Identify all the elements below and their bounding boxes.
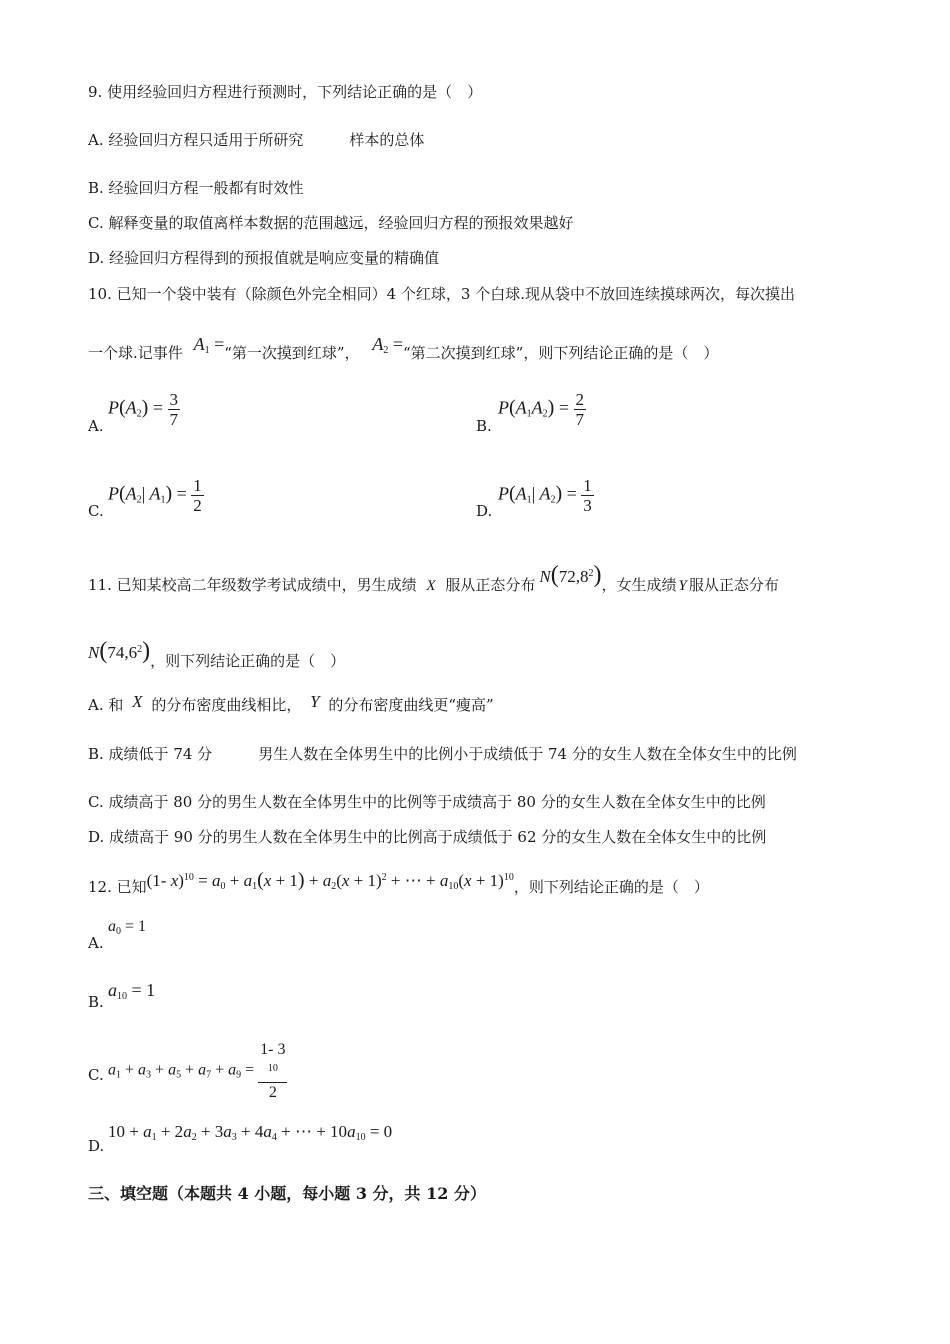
q10-option-c-label: C. bbox=[88, 502, 104, 520]
q10-option-a-label: A. bbox=[88, 417, 104, 435]
q11-option-b bbox=[88, 744, 797, 764]
q10-c-numerator: 1 bbox=[193, 476, 202, 495]
q11-option-a-text2: 的分布密度曲线相比， bbox=[151, 696, 302, 714]
q11-stem-part2: 服从正态分布 bbox=[445, 576, 536, 594]
q11-stem-line2 bbox=[88, 638, 346, 671]
q10-stem-intro: 一个球.记事件 bbox=[88, 344, 183, 362]
q12-option-a-formula: $a_0 = 1$ bbox=[108, 918, 147, 937]
q11-stem-part3: ，女生成绩 bbox=[601, 576, 677, 594]
q11-option-a-text3: 的分布密度曲线更“瘦高” bbox=[328, 696, 494, 714]
q11-option-b-text2: 男生人数在全体男生中的比例小于成绩低于 74 分的女生人数在全体女生中的比例 bbox=[258, 745, 797, 763]
q9-option-a bbox=[88, 130, 424, 150]
variable-y: Y bbox=[678, 578, 687, 594]
q10-option-d-label: D. bbox=[476, 502, 493, 520]
q12-option-a-label: A. bbox=[88, 934, 104, 952]
q9-option-a-text2: 样本的总体 bbox=[349, 131, 425, 149]
q11-option-a bbox=[88, 692, 494, 715]
normal-dist-boys: N(72,8$^2$) bbox=[539, 562, 602, 588]
q12-option-c-label: C. bbox=[88, 1066, 104, 1084]
option-a-x: X bbox=[132, 692, 143, 711]
q10-option-b-label: B. bbox=[476, 417, 492, 435]
q11-stem-part1: 11. 已知某校高二年级数学考试成绩中，男生成绩 bbox=[88, 576, 417, 594]
q11-option-b-text1: B. 成绩低于 74 分 bbox=[88, 745, 213, 763]
q9-option-a-text1: A. 经验回归方程只适用于所研究 bbox=[88, 131, 304, 149]
q9-option-c: C. 解释变量的取值离样本数据的范围越远，经验回归方程的预报效果越好 bbox=[88, 214, 574, 232]
q12-stem bbox=[88, 869, 709, 903]
q10-b-numerator: 2 bbox=[575, 390, 584, 409]
q10-d-denominator: 3 bbox=[583, 496, 592, 515]
q11-option-d: D. 成绩高于 90 分的男生人数在全体男生中的比例高于成绩低于 62 分的女生人数在全体女生中的比例 bbox=[88, 828, 767, 846]
q10-option-c-formula: $P(A_2|$ $A_1$) = $\frac{1}{2}$ bbox=[108, 476, 202, 515]
q11-stem-part4: 服从正态分布 bbox=[688, 576, 779, 594]
q12-option-b-formula: $a_{10} = 1$ bbox=[108, 980, 156, 1002]
q12-c-denominator: 2 bbox=[268, 1084, 277, 1101]
q11-stem-line1 bbox=[88, 562, 779, 596]
event-a2-symbol: $A_2$ = bbox=[372, 334, 403, 356]
q11-option-c: C. 成绩高于 80 分的男生人数在全体男生中的比例等于成绩高于 80 分的女生人数在全体女生中的比例 bbox=[88, 793, 766, 811]
q9-option-d: D. 经验回归方程得到的预报值就是响应变量的精确值 bbox=[88, 249, 440, 267]
q10-option-b-formula: $P(A_1A_2)$ = $\frac{2}{7}$ bbox=[498, 390, 584, 429]
q10-option-d-formula: $P(A_1|$ $A_2$) = $\frac{1}{3}$ bbox=[498, 476, 592, 515]
q12-option-d-label: D. bbox=[88, 1137, 105, 1155]
q10-b-denominator: 7 bbox=[575, 410, 584, 429]
option-a-y: Y bbox=[310, 692, 320, 711]
q10-stem-line1: 10. 已知一个袋中装有（除颜色外完全相同）4 个红球，3 个白球.现从袋中不放回连续摸球两次，每次摸出 bbox=[88, 285, 796, 303]
q12-expansion-formula: (1- $x)^{10} = a_0 + a_1(x + 1) + a_2(x + 1)^2$ + ⋯ + $a_{10}(x + 1)^{10}$ bbox=[146, 869, 514, 892]
boys-params: 72,8 bbox=[558, 567, 589, 586]
q10-a-numerator: 3 bbox=[169, 390, 178, 409]
variable-x: X bbox=[426, 578, 436, 594]
girls-params: 74,6 bbox=[107, 643, 138, 662]
q9-stem: 9. 使用经验回归方程进行预测时，下列结论正确的是（ ） bbox=[88, 83, 483, 101]
q12-option-b-label: B. bbox=[88, 993, 104, 1011]
q10-a-denominator: 7 bbox=[169, 410, 178, 429]
q12-option-d-formula: $10 + a_1 + 2a_2 + 3a_3 + 4a_4$ + ⋯ + $10a_{10} = 0$ bbox=[108, 1122, 393, 1143]
q10-d-numerator: 1 bbox=[583, 476, 592, 495]
q12-option-c-formula: $a_1 + a_3 + a_5 + a_7 + a_9$ = 1- 3 $^{10}$ 2 bbox=[108, 1041, 286, 1101]
normal-dist-girls: N(74,6$^2$) bbox=[88, 638, 151, 664]
event-a1-symbol: $A_1$ = bbox=[193, 334, 225, 356]
q11-stem-tail: ，则下列结论正确的是（ ） bbox=[150, 652, 346, 670]
q12-stem-intro: 12. 已知 bbox=[88, 878, 147, 896]
q10-c-denominator: 2 bbox=[193, 496, 202, 515]
q9-option-b: B. 经验回归方程一般都有时效性 bbox=[88, 179, 304, 197]
q12-c-numerator: 1- 3 bbox=[260, 1041, 286, 1058]
q12-stem-tail: ，则下列结论正确的是（ ） bbox=[513, 878, 709, 896]
q11-option-a-text1: A. 和 bbox=[88, 696, 124, 714]
q10-event1: “第一次摸到红球”， bbox=[224, 344, 360, 362]
section-3-title: 三、填空题（本题共 4 小题，每小题 3 分，共 12 分） bbox=[88, 1184, 486, 1203]
q10-event2: “第二次摸到红球”，则下列结论正确的是（ ） bbox=[403, 344, 719, 362]
q10-option-a-formula: $P(A_2)$ = $\frac{3}{7}$ bbox=[108, 390, 178, 429]
q10-stem-line2 bbox=[88, 334, 719, 369]
